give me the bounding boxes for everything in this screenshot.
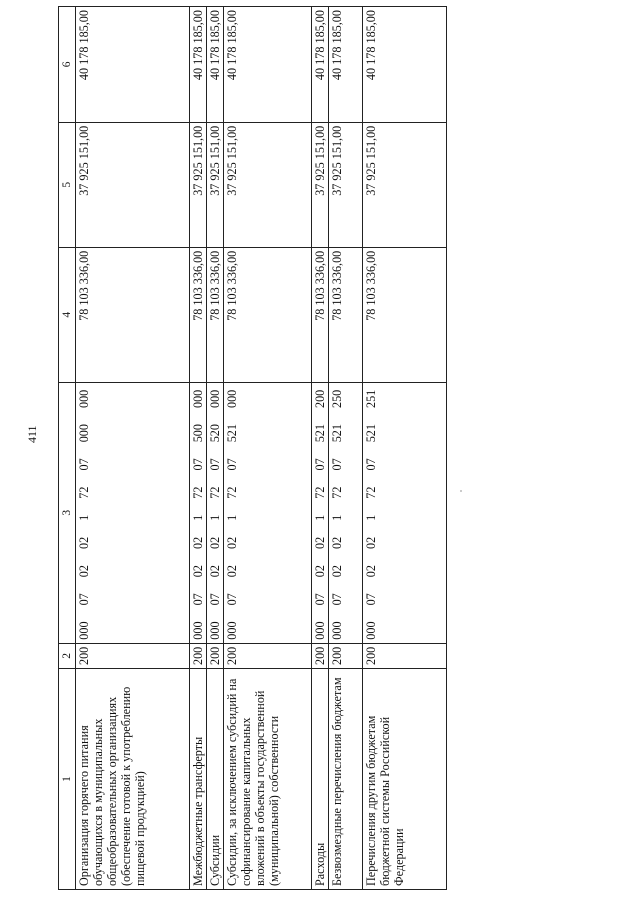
code-part: 000 (191, 389, 205, 408)
row-value-col5: 37 925 151,00 (312, 122, 329, 247)
row-value-col6: 40 178 185,00 (207, 7, 224, 123)
row-budget-code (329, 382, 363, 643)
code-part: 07 (364, 593, 378, 606)
code-part: 02 (330, 536, 344, 550)
row-value-col5: 37 925 151,00 (363, 122, 447, 247)
row-name: Перечисления другим бюджетам бюджетной системы Российской Федерации (363, 669, 447, 890)
code-part: 521 (313, 424, 327, 443)
code-part: 72 (313, 486, 327, 499)
row-line-code: 200 (224, 643, 312, 668)
code-part: 72 (225, 486, 239, 499)
column-number-row (59, 7, 76, 890)
row-line-code: 200 (76, 643, 190, 668)
row-line-code: 200 (312, 643, 329, 668)
row-value-col5: 37 925 151,00 (329, 122, 363, 247)
code-part: 000 (77, 621, 91, 640)
code-part: 02 (364, 536, 378, 550)
column-number-4: 4 (59, 247, 76, 382)
code-part: 000 (225, 621, 239, 640)
row-value-col4: 78 103 336,00 (363, 247, 447, 382)
code-part: 1 (208, 514, 222, 521)
budget-table (58, 6, 447, 890)
code-part: 02 (225, 565, 239, 578)
code-part: 000 (313, 621, 327, 640)
row-value-col5: 37 925 151,00 (76, 122, 190, 247)
code-part: 07 (225, 593, 239, 606)
code-part: 72 (191, 486, 205, 499)
column-number-6: 6 (59, 7, 76, 123)
code-part: 520 (208, 424, 222, 443)
code-part: 02 (208, 565, 222, 578)
code-part: 07 (313, 593, 327, 606)
code-part: 000 (77, 424, 91, 443)
row-name: Субсидии (207, 669, 224, 890)
code-part: 1 (191, 514, 205, 521)
code-part: 07 (77, 593, 91, 606)
row-value-col6: 40 178 185,00 (363, 7, 447, 123)
code-part: 250 (330, 389, 344, 408)
code-part: 07 (191, 593, 205, 606)
row-name: Расходы (312, 669, 329, 890)
code-part: 07 (330, 593, 344, 606)
code-part: 1 (313, 514, 327, 521)
code-part: 000 (330, 621, 344, 640)
row-value-col5: 37 925 151,00 (207, 122, 224, 247)
code-part: 1 (330, 514, 344, 521)
code-part: 07 (208, 593, 222, 606)
scan-speck (460, 490, 462, 492)
code-part: 07 (313, 458, 327, 471)
table-row (207, 7, 224, 890)
row-line-code: 200 (207, 643, 224, 668)
row-budget-code (224, 382, 312, 643)
row-value-col6: 40 178 185,00 (312, 7, 329, 123)
code-part: 02 (208, 536, 222, 550)
row-value-col6: 40 178 185,00 (190, 7, 207, 123)
code-part: 02 (191, 565, 205, 578)
code-part: 500 (191, 424, 205, 443)
page-number: 411 (25, 425, 39, 443)
column-number-5: 5 (59, 122, 76, 247)
code-part: 72 (77, 486, 91, 499)
column-number-3: 3 (59, 382, 76, 643)
table-row (363, 7, 447, 890)
code-part: 000 (225, 389, 239, 408)
code-part: 000 (77, 389, 91, 408)
code-part: 000 (191, 621, 205, 640)
row-line-code: 200 (329, 643, 363, 668)
row-value-col6: 40 178 185,00 (224, 7, 312, 123)
code-part: 02 (364, 565, 378, 578)
column-number-2: 2 (59, 643, 76, 668)
table-row (76, 7, 190, 890)
code-part: 07 (330, 458, 344, 471)
code-part: 02 (77, 536, 91, 550)
code-part: 02 (330, 565, 344, 578)
row-budget-code (207, 382, 224, 643)
row-value-col5: 37 925 151,00 (224, 122, 312, 247)
code-part: 07 (364, 458, 378, 471)
row-budget-code (312, 382, 329, 643)
code-part: 72 (364, 486, 378, 499)
row-line-code: 200 (190, 643, 207, 668)
row-value-col6: 40 178 185,00 (329, 7, 363, 123)
code-part: 1 (77, 514, 91, 521)
code-part: 1 (225, 514, 239, 521)
code-part: 07 (225, 458, 239, 471)
row-value-col6: 40 178 185,00 (76, 7, 190, 123)
code-part: 521 (364, 424, 378, 443)
row-name: Безвозмездные перечисления бюджетам (329, 669, 363, 890)
code-part: 251 (364, 389, 378, 408)
code-part: 72 (208, 486, 222, 499)
table-row (329, 7, 363, 890)
row-value-col4: 78 103 336,00 (76, 247, 190, 382)
row-value-col4: 78 103 336,00 (207, 247, 224, 382)
row-name: Межбюджетные трансферты (190, 669, 207, 890)
code-part: 02 (77, 565, 91, 578)
code-part: 200 (313, 389, 327, 408)
row-value-col4: 78 103 336,00 (224, 247, 312, 382)
code-part: 07 (77, 458, 91, 471)
code-part: 02 (313, 536, 327, 550)
table-row (190, 7, 207, 890)
code-part: 02 (313, 565, 327, 578)
code-part: 521 (225, 424, 239, 443)
row-value-col4: 78 103 336,00 (329, 247, 363, 382)
table-row (224, 7, 312, 890)
code-part: 521 (330, 424, 344, 443)
code-part: 000 (364, 621, 378, 640)
code-part: 02 (225, 536, 239, 550)
rotated-page-content (58, 6, 406, 890)
code-part: 000 (208, 621, 222, 640)
row-line-code: 200 (363, 643, 447, 668)
code-part: 000 (208, 389, 222, 408)
row-value-col5: 37 925 151,00 (190, 122, 207, 247)
row-value-col4: 78 103 336,00 (312, 247, 329, 382)
row-budget-code (190, 382, 207, 643)
column-number-1: 1 (59, 669, 76, 890)
code-part: 72 (330, 486, 344, 499)
row-name: Субсидии, за исключением субсидий на софинансирование капитальных вложений в объекты государственной (муниципальной) собственности (224, 669, 312, 890)
code-part: 02 (191, 536, 205, 550)
code-part: 07 (191, 458, 205, 471)
row-budget-code (363, 382, 447, 643)
code-part: 07 (208, 458, 222, 471)
code-part: 1 (364, 514, 378, 521)
row-name: Организация горячего питания обучающихся в муниципальных общеобразовательных организациях (обеспечение готовой к употреблению пищевой продукцией) (76, 669, 190, 890)
row-budget-code (76, 382, 190, 643)
row-value-col4: 78 103 336,00 (190, 247, 207, 382)
table-row (312, 7, 329, 890)
